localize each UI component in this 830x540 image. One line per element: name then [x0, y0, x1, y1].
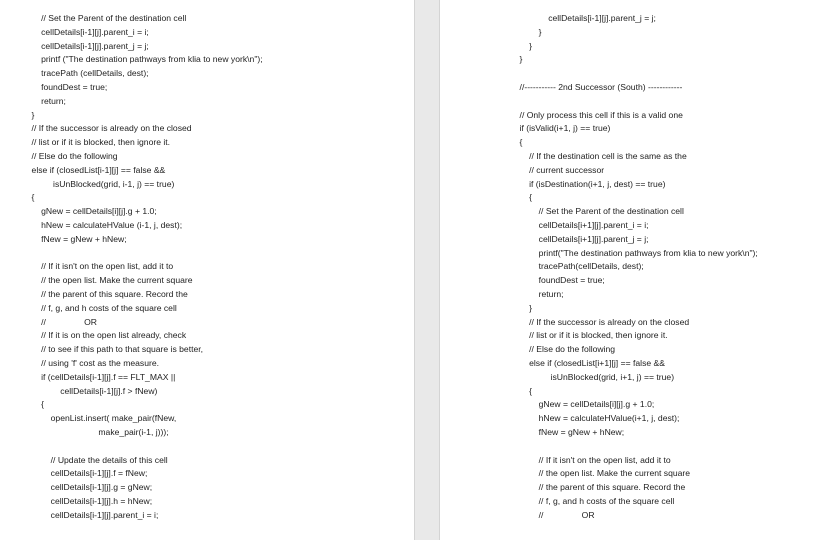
- code-line: {: [22, 192, 35, 203]
- code-line: // Else do the following: [510, 344, 616, 355]
- code-line: cellDetails[i-1][j].parent_j = j;: [22, 40, 149, 51]
- code-line: make_pair(i-1, j)));: [22, 426, 169, 437]
- code-line: // If it is on the open list already, check: [22, 330, 187, 341]
- code-line: // If the successor is already on the closed: [510, 316, 690, 327]
- document-page-left: [0, 0, 414, 540]
- code-line: // Set the Parent of the destination cell: [510, 206, 684, 217]
- code-line: isUnBlocked(grid, i+1, j) == true): [510, 371, 675, 382]
- code-line: foundDest = true;: [510, 275, 605, 286]
- code-line: if (isValid(i+1, j) == true): [510, 123, 611, 134]
- code-line: // using 'f' cost as the measure.: [22, 357, 160, 368]
- code-line: // Set the Parent of the destination cell: [22, 13, 187, 23]
- code-line: // If it isn't on the open list, add it to: [510, 454, 671, 465]
- code-line: cellDetails[i-1][j].parent_i = i;: [22, 26, 149, 37]
- code-line: // current successor: [510, 164, 605, 175]
- code-line: {: [510, 192, 532, 203]
- code-line: printf ("The destination pathways from klia to new york\n");: [22, 54, 263, 65]
- code-line: isUnBlocked(grid, i-1, j) == true): [22, 178, 175, 189]
- code-line: {: [22, 399, 44, 410]
- code-line: }: [510, 40, 532, 51]
- code-line: return;: [22, 95, 66, 106]
- code-line: // to see if this path to that square is better,: [22, 344, 204, 355]
- code-line: gNew = cellDetails[i][j].g + 1.0;: [22, 206, 157, 217]
- code-line: {: [510, 137, 523, 148]
- code-line: return;: [510, 288, 564, 299]
- code-line: fNew = gNew + hNew;: [510, 426, 625, 437]
- code-line: cellDetails[i+1][j].parent_i = i;: [510, 219, 649, 230]
- code-line: [510, 95, 758, 109]
- code-line: tracePath (cellDetails, dest);: [22, 68, 149, 79]
- code-line: [510, 440, 758, 454]
- code-line: // If the destination cell is the same as the: [510, 150, 687, 161]
- code-line: else if (closedList[i-1][j] == false &&: [22, 164, 166, 175]
- code-block-right: [510, 12, 758, 522]
- code-line: if (isDestination(i+1, j, dest) == true): [510, 178, 666, 189]
- code-line: // If the successor is already on the closed: [22, 123, 192, 134]
- document-page-right: [440, 0, 830, 540]
- code-line: cellDetails[i+1][j].parent_j = j;: [510, 233, 649, 244]
- code-line: // f, g, and h costs of the square cell: [22, 302, 177, 313]
- code-line: {: [510, 385, 532, 396]
- code-line: //----------- 2nd Successor (South) ------------: [510, 81, 683, 92]
- page-gutter: [414, 0, 440, 540]
- code-line: else if (closedList[i+1][j] == false &&: [510, 357, 665, 368]
- code-line: }: [22, 109, 35, 120]
- code-line: }: [510, 26, 542, 37]
- code-line: // the parent of this square. Record the: [510, 482, 686, 493]
- code-line: // Else do the following: [22, 150, 118, 161]
- code-line: cellDetails[i-1][j].f = fNew;: [22, 468, 148, 479]
- code-line: hNew = calculateHValue (i-1, j, dest);: [22, 219, 183, 230]
- code-line: // Update the details of this cell: [22, 454, 168, 465]
- code-line: tracePath(cellDetails, dest);: [510, 261, 644, 272]
- code-line: cellDetails[i-1][j].parent_j = j;: [510, 13, 656, 23]
- code-line: if (cellDetails[i-1][j].f == FLT_MAX ||: [22, 371, 176, 382]
- code-block-left: [22, 12, 263, 522]
- code-line: // f, g, and h costs of the square cell: [510, 495, 675, 506]
- code-line: // OR: [22, 316, 97, 327]
- code-line: openList.insert( make_pair(fNew,: [22, 413, 177, 424]
- code-line: [22, 440, 263, 454]
- code-line: // list or if it is blocked, then ignore it.: [22, 137, 171, 148]
- code-line: fNew = gNew + hNew;: [22, 233, 127, 244]
- code-line: printf("The destination pathways from klia to new york\n");: [510, 247, 758, 258]
- code-line: // Only process this cell if this is a valid one: [510, 109, 683, 120]
- code-line: }: [510, 302, 532, 313]
- code-line: // the parent of this square. Record the: [22, 288, 188, 299]
- code-line: // If it isn't on the open list, add it to: [22, 261, 174, 272]
- code-line: gNew = cellDetails[i][j].g + 1.0;: [510, 399, 655, 410]
- code-line: // the open list. Make the current square: [22, 275, 193, 286]
- code-line: // list or if it is blocked, then ignore it.: [510, 330, 668, 341]
- code-line: hNew = calculateHValue(i+1, j, dest);: [510, 413, 680, 424]
- code-line: cellDetails[i-1][j].g = gNew;: [22, 482, 153, 493]
- code-line: cellDetails[i-1][j].h = hNew;: [22, 495, 153, 506]
- code-line: cellDetails[i-1][j].parent_i = i;: [22, 509, 159, 520]
- code-line: cellDetails[i-1][j].f > fNew): [22, 385, 158, 396]
- code-line: foundDest = true;: [22, 81, 108, 92]
- code-line: [510, 67, 758, 81]
- code-line: // the open list. Make the current square: [510, 468, 691, 479]
- code-line: // OR: [510, 509, 595, 520]
- code-line: }: [510, 54, 523, 65]
- code-line: [22, 247, 263, 261]
